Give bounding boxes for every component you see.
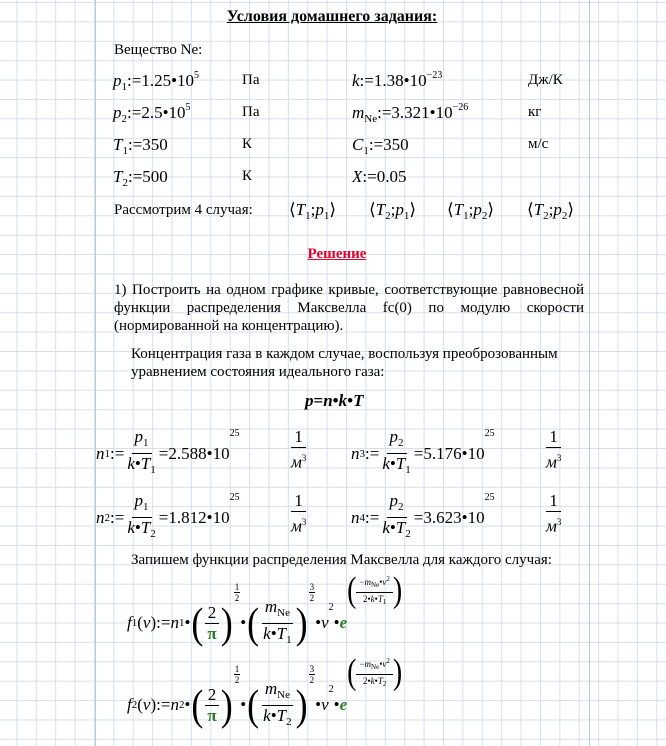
page-left-border <box>95 0 96 746</box>
unit-p2: Па <box>242 104 260 120</box>
unit-T1: К <box>242 136 253 152</box>
unit-p1: Па <box>242 72 260 88</box>
param-C1: $C_1:=350$ <box>352 135 409 157</box>
unit-mNe: кг <box>528 104 542 120</box>
ideal-gas-equation: p=n•k•T <box>305 391 364 410</box>
maxwell-paragraph: Запишем функции распределения Максвелла для каждого случая: <box>131 552 552 568</box>
concentration-n1: n 1 := $\frac{p_1}{k•T_1}$ = 2.588 • 10 25 <box>96 427 240 476</box>
case-1: $⟨T_1;p_1⟩$ <box>289 200 336 222</box>
param-T2: $T_2:=500$ <box>113 167 168 189</box>
param-p1: $p_1:=1.25•10^5$ <box>113 70 200 93</box>
unit-k: Дж/К <box>528 72 563 88</box>
param-mNe: $m_{Ne}:=3.321•10^{-26}$ <box>352 102 469 125</box>
unit-n2: $\frac{1}{м^3}$ <box>291 491 307 536</box>
param-T1: $T_1:=350$ <box>113 135 168 157</box>
case-4: $⟨T_2;p_2⟩$ <box>527 200 574 222</box>
unit-n1: $\frac{1}{м^3}$ <box>291 427 307 472</box>
concentration-n3: n 3 := $\frac{p_2}{k•T_1}$ = 5.176 • 10 25 <box>351 427 495 476</box>
maxwell-function-f1: f 1 ( v ) := n 1 • ( $\frac{2}{\pi}$ ) $\frac{1}{2}$ • ( $\frac{m_{Ne}}{k•T_1}$ ) $\frac{3}{2}$ • v 2 • e ( $\frac{-m_{Ne}•v^2}{2•k•T_1}$ ) <box>127 570 403 647</box>
concentration-paragraph: Концентрация газа в каждом случае, воспользуя преоброзованным уравнением состояния идеального газа: <box>131 346 558 380</box>
concentration-n4: n 4 := $\frac{p_2}{k•T_2}$ = 3.623 • 10 25 <box>351 491 495 540</box>
solution-title: Решение <box>307 246 367 262</box>
unit-C1: м/с <box>528 136 549 152</box>
concentration-n2: n 2 := $\frac{p_1}{k•T_2}$ = 1.812 • 10 25 <box>96 491 240 540</box>
param-X: X:=0.05 <box>352 167 407 186</box>
param-k: $k:=1.38•10^{-23}$ <box>352 70 443 90</box>
unit-T2: К <box>242 168 253 184</box>
unit-n4: $\frac{1}{м^3}$ <box>546 491 562 536</box>
param-p2: $p_2:=2.5•10^5$ <box>113 102 191 125</box>
page-right-border <box>589 0 590 746</box>
maxwell-function-f2: f 2 ( v ) := n 2 • ( $\frac{2}{\pi}$ ) $\frac{1}{2}$ • ( $\frac{m_{Ne}}{k•T_2}$ ) $\frac{3}{2}$ • v 2 • e ( $\frac{-m_{Ne}•v^2}{2•k•T_2}$ ) <box>127 652 403 729</box>
page-title: Условия домашнего задания: <box>226 8 438 25</box>
unit-n3: $\frac{1}{м^3}$ <box>546 427 562 472</box>
task-paragraph: 1) Построить на одном графике кривые, соответствующие равновесной функции распределения Максвелла fc(0) по модулю скорости (нормированной на концентрацию). <box>114 282 584 334</box>
case-2: $⟨T_2;p_1⟩$ <box>369 200 416 222</box>
cases-label: Рассмотрим 4 случая: <box>114 202 253 218</box>
case-3: $⟨T_1;p_2⟩$ <box>447 200 494 222</box>
substance-label: Вещество Ne: <box>114 42 203 58</box>
